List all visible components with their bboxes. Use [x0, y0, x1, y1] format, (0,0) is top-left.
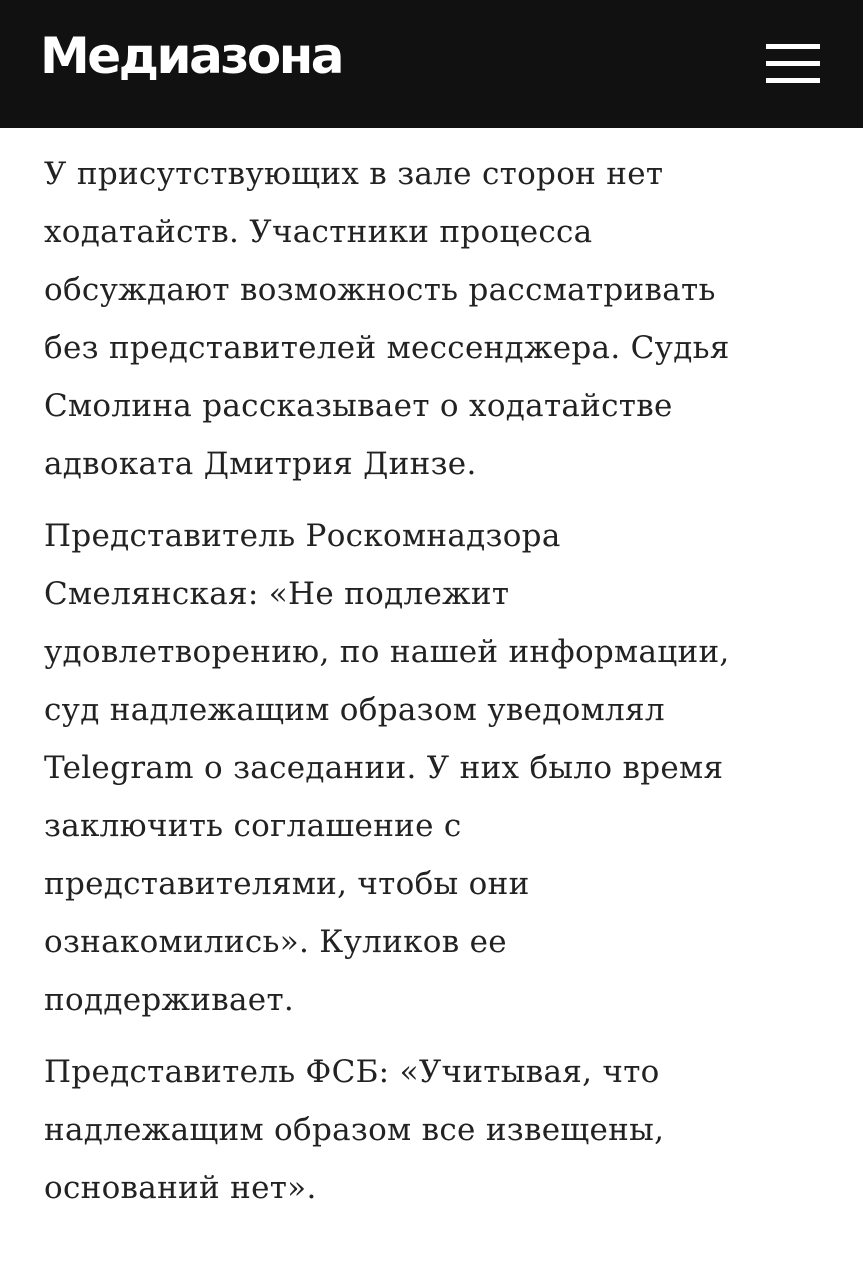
paragraph-line: адвоката Дмитрия Динзе.: [44, 446, 477, 482]
paragraph-line: ходатайств. Участники процесса: [44, 214, 593, 250]
menu-bar-bottom: [766, 78, 820, 83]
paragraph-line: представителями, чтобы они: [44, 866, 530, 902]
paragraph-line: Представитель ФСБ: «Учитывая, что: [44, 1054, 660, 1090]
paragraph-line: удовлетворению, по нашей информации,: [44, 634, 730, 670]
article-paragraph-2: [44, 507, 834, 1029]
paragraph-line: оснований нет».: [44, 1170, 317, 1206]
paragraph-line: без представителей мессенджера. Судья: [44, 330, 730, 366]
paragraph-line: У присутствующих в зале сторон нет: [44, 156, 664, 192]
site-header: [0, 0, 863, 128]
paragraph-line: заключить соглашение с: [44, 808, 462, 844]
paragraph-line: суд надлежащим образом уведомлял: [44, 692, 665, 728]
menu-bar-top: [766, 44, 820, 49]
menu-bar-middle: [766, 61, 820, 66]
paragraph-line: ознакомились». Куликов ее: [44, 924, 507, 960]
paragraph-line: поддерживает.: [44, 982, 295, 1018]
article-paragraph-3: [44, 1043, 834, 1217]
site-logo[interactable]: Медиазона: [40, 27, 343, 85]
paragraph-line: надлежащим образом все извещены,: [44, 1112, 665, 1148]
article-paragraph-1: [44, 145, 834, 493]
paragraph-line: Telegram о заседании. У них было время: [44, 750, 724, 786]
paragraph-line: Представитель Роскомнадзора: [44, 518, 561, 554]
paragraph-line: Смелянская: «Не подлежит: [44, 576, 510, 612]
paragraph-line: Смолина рассказывает о ходатайстве: [44, 388, 673, 424]
hamburger-menu-icon[interactable]: [760, 40, 826, 88]
article-body: [44, 145, 834, 1231]
paragraph-line: обсуждают возможность рассматривать: [44, 272, 716, 308]
